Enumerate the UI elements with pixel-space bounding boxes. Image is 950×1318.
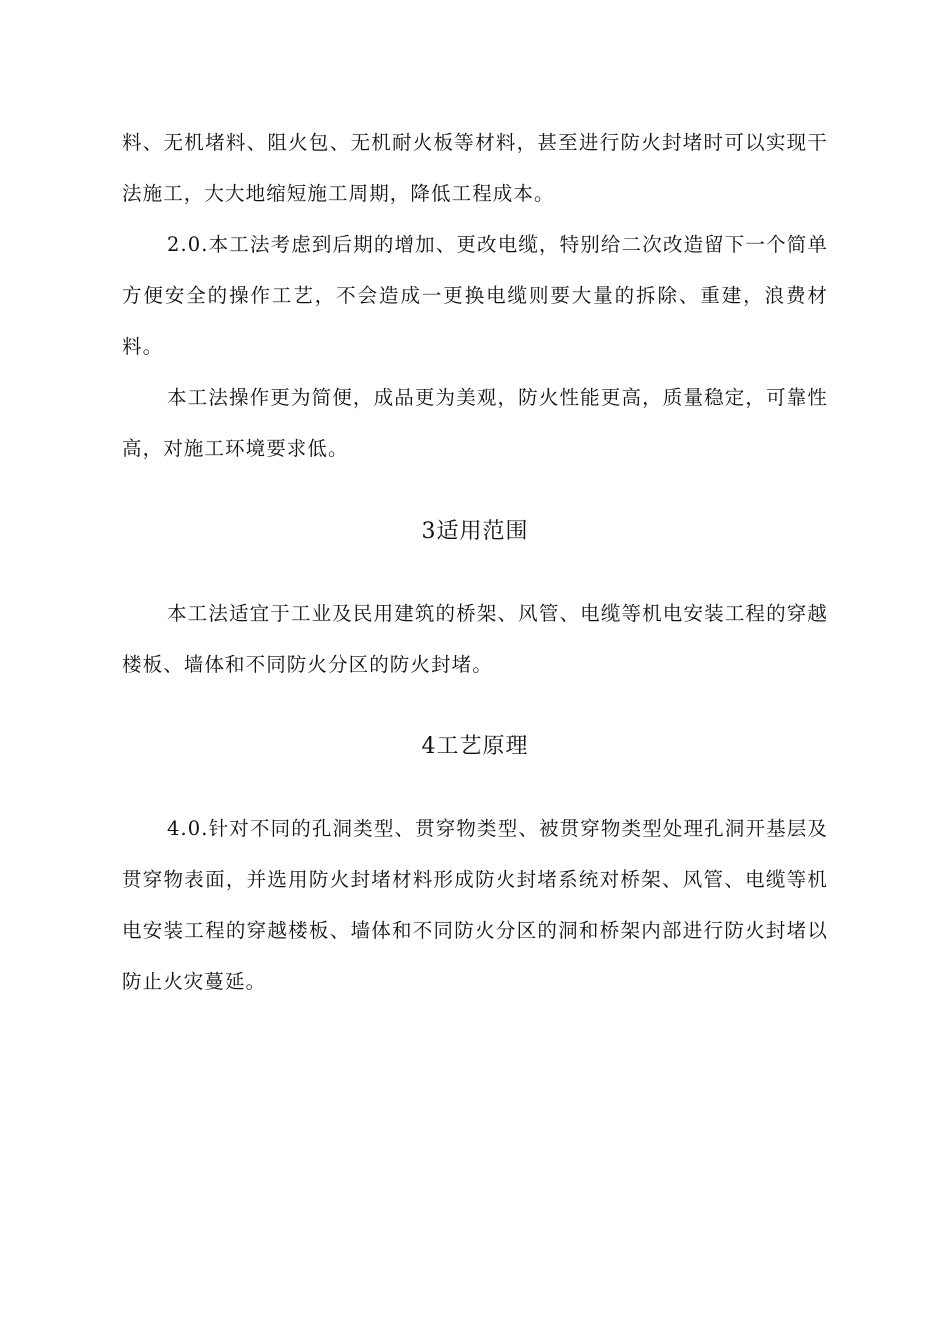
paragraph-2-0: 2.0.本工法考虑到后期的增加、更改电缆，特别给二次改造留下一个简单方便安全的操作工艺，不会造成一更换电缆则要大量的拆除、重建，浪费材料。	[122, 233, 828, 358]
paragraph-scope: 本工法适宜于工业及民用建筑的桥架、风管、电缆等机电安装工程的穿越楼板、墙体和不同防火分区的防火封堵。	[122, 602, 828, 676]
paragraph-4-0: 4.0.针对不同的孔洞类型、贯穿物类型、被贯穿物类型处理孔洞开基层及贯穿物表面，并选用防火封堵材料形成防火封堵系统对桥架、风管、电缆等机电安装工程的穿越楼板、墙体和不同防火分区的洞和桥架内部进行防火封堵以防止火灾蔓延。	[122, 817, 828, 993]
section-heading-scope: 3适用范围	[421, 519, 529, 544]
section-heading-principle: 4工艺原理	[421, 734, 529, 759]
paragraph-materials-continuation: 料、无机堵料、阻火包、无机耐火板等材料，甚至进行防火封堵时可以实现干法施工，大大地缩短施工周期，降低工程成本。	[122, 131, 828, 205]
document-body	[122, 117, 828, 1007]
paragraph-advantages: 本工法操作更为简便，成品更为美观，防火性能更高，质量稳定，可靠性高，对施工环境要求低。	[122, 386, 828, 460]
